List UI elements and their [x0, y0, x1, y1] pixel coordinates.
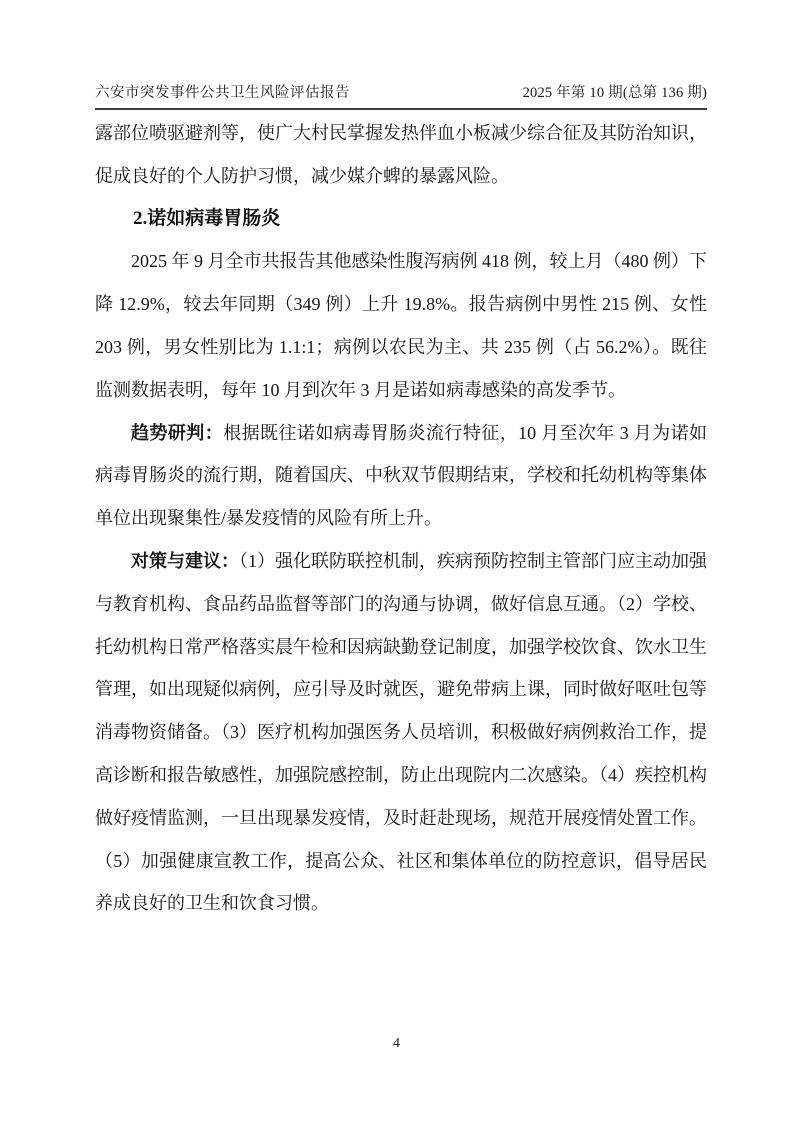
document-body: [95, 112, 707, 925]
paragraph-intro-continuation: 露部位喷驱避剂等，使广大村民掌握发热伴血小板减少综合征及其防治知识，促成良好的个人防护习惯，减少媒介蜱的暴露风险。: [95, 123, 707, 186]
trend-text: 根据既往诺如病毒胃肠炎流行特征，10 月至次年 3 月为诺如病毒胃肠炎的流行期，随着国庆、中秋双节假期结束，学校和托幼机构等集体单位出现聚集性/暴发疫情的风险有所上升。: [95, 422, 708, 529]
paragraph-suggestions: [95, 540, 707, 925]
header-report-title: 六安市突发事件公共卫生风险评估报告: [95, 85, 350, 101]
page-content: [95, 84, 707, 925]
paragraph-trend: [95, 412, 707, 540]
page-footer: [0, 1036, 793, 1052]
suggestions-label: 对策与建议：: [131, 550, 239, 571]
header-issue-number: 2025 年第 10 期(总第 136 期): [522, 85, 707, 101]
paragraph-overview: 2025 年 9 月全市共报告其他感染性腹泻病例 418 例，较上月（480 例）下降 12.9%，较去年同期（349 例）上升 19.8%。报告病例中男性 215 例、女性 203 例，男女性别比为 1.1:1；病例以农民为主、共 235 例（占 56.2%）。既往监测数据表明，每年 10 月到次年 3 月是诺如病毒感染的高发季节。: [95, 251, 707, 400]
trend-label: 趋势研判：: [131, 422, 224, 443]
page-number: 4: [393, 1036, 400, 1051]
section-heading-norovirus: 2.诺如病毒胃肠炎: [133, 207, 281, 229]
running-header: [95, 84, 707, 110]
suggestions-text: （1）强化联防联控机制，疾病预防控制主管部门应主动加强与教育机构、食品药品监督等部门的沟通与协调，做好信息互通。（2）学校、托幼机构日常严格落实晨午检和因病缺勤登记制度，加强学校饮食、饮水卫生管理，如出现疑似病例，应引导及时就医，避免带病上课，同时做好呕吐包等消毒物资储备。（3）医疗机构加强医务人员培训，积极做好病例救治工作，提高诊断和报告敏感性，加强院感控制，防止出现院内二次感染。（4）疾控机构做好疫情监测，一旦出现暴发疫情，及时赶赴现场，规范开展疫情处置工作。（5）加强健康宣教工作，提高公众、社区和集体单位的防控意识，倡导居民养成良好的卫生和饮食习惯。: [95, 550, 707, 914]
